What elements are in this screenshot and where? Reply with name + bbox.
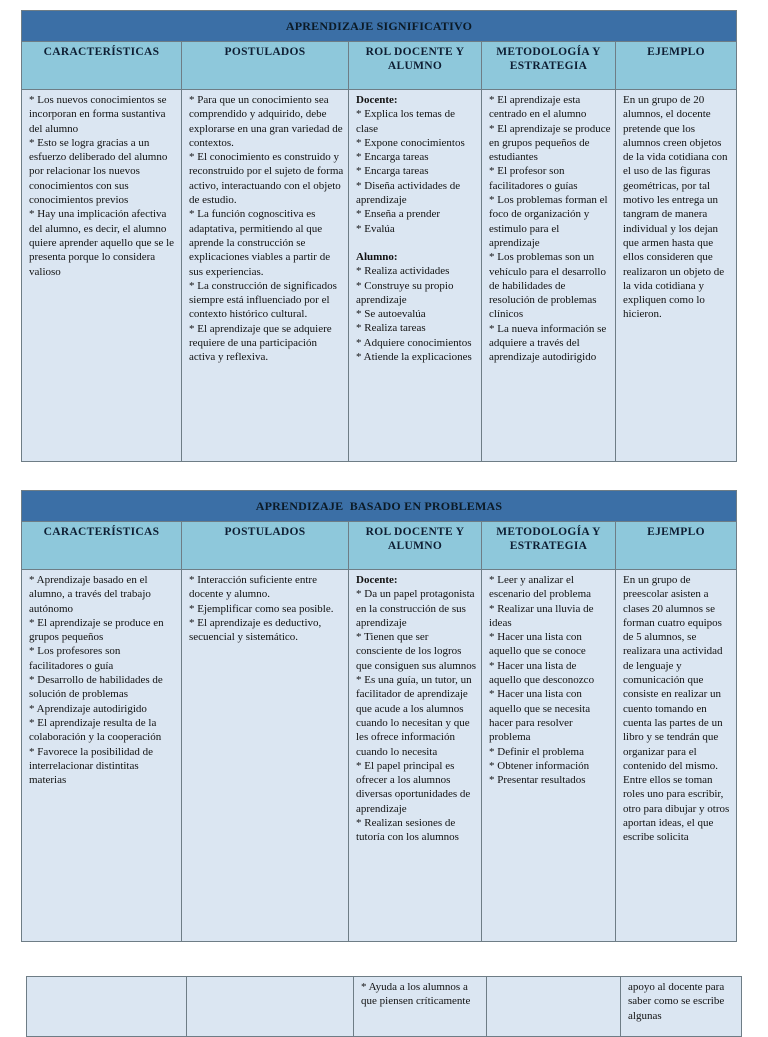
list-item: * Leer y analizar el escenario del problema (489, 574, 592, 601)
list-item: * Enseña a prender (356, 208, 440, 221)
list-item: * Explica los temas de clase (356, 108, 455, 135)
header-caracteristicas: CARACTERÍSTICAS (22, 522, 182, 570)
list-item: * Tienen que ser consciente de los logros que consiguen sus alumnos (356, 631, 477, 672)
list-item: * Se autoevalúa (356, 308, 426, 321)
list-item: * Aprendizaje autodirigido (29, 702, 147, 715)
list-item: * Encarga tareas (356, 151, 429, 164)
header-rol: ROL DOCENTE Y ALUMNO (349, 42, 482, 90)
list-item: * Encarga tareas (356, 165, 429, 178)
list-item: * Presentar resultados (489, 774, 586, 787)
list-item: * Diseña actividades de aprendizaje (356, 179, 461, 207)
list-item: * La función cognoscitiva es adaptativa, permitiendo al que aprende la construcción se explicaciones viables a partir de sus experiencias. (189, 208, 331, 278)
list-item: * Realizar una lluvia de ideas (489, 602, 594, 629)
list-item: * Realiza actividades (356, 265, 450, 278)
list-item: * Para que un conocimiento sea comprendido y adquirido, debe explorarse en una gran variedad de contextos. (189, 94, 343, 149)
header-metodologia: METODOLOGÍA Y ESTRATEGIA (482, 522, 616, 570)
cell-caracteristicas (22, 90, 182, 462)
list-item: * Realizan sesiones de tutoría con los alumnos (356, 817, 459, 844)
list-item: * El aprendizaje que se adquiere requiere de una participación activa y reflexiva. (189, 322, 332, 364)
list-item: * Desarrollo de habilidades de solución de problemas (29, 674, 163, 701)
list-item: * Realiza tareas (356, 322, 426, 335)
list-item: * El conocimiento es construido y reconstruido por el sujeto de forma activo, interactuando con el objeto de estudio. (189, 151, 344, 207)
list-item: * Es una guía, un tutor, un facilitador de aprendizaje que acude a los alumnos cuando lo necesitan y que les ofrece información cuando lo necesita (356, 674, 472, 758)
cell-caracteristicas (22, 570, 182, 942)
header-ejemplo: EJEMPLO (616, 522, 737, 570)
list-item: * Hacer una lista con aquello que se necesita hacer para resolver problema (489, 688, 591, 744)
header-postulados: POSTULADOS (182, 522, 349, 570)
table-aprendizaje-significativo (21, 10, 737, 462)
header-rol: ROL DOCENTE Y ALUMNO (349, 522, 482, 570)
list-item: * Da un papel protagonista en la construcción de sus aprendizaje (356, 588, 475, 629)
list-item: * El papel principal es ofrecer a los alumnos diversas oportunidades de aprendizaje (356, 759, 471, 815)
ejemplo-text: En un grupo de 20 alumnos, el docente pretende que los alumnos creen objetos de la vida cotidiana con el uso de las figuras geométricas, por tal motivo les entrega un tangram de manera individual y los dejan que armen hasta que ellos consideren que realizaron un objeto de la vida cotidiana y expliquen como lo hicieron. (623, 94, 728, 321)
table-title: APRENDIZAJE BASADO EN PROBLEMAS (22, 491, 737, 522)
list-item: * Definir el problema (489, 745, 584, 758)
cell-metodologia (487, 977, 621, 1037)
list-item: * Ayuda a los alumnos a que piensen críticamente (361, 981, 471, 1008)
list-item: * Ejemplificar como sea posible. (189, 602, 334, 615)
cell-ejemplo (616, 570, 737, 942)
docente-label: Docente: (356, 574, 398, 586)
cell-postulados (182, 90, 349, 462)
list-item: * El aprendizaje esta centrado en el alumno (489, 94, 587, 121)
cell-postulados (187, 977, 354, 1037)
list-item: * El aprendizaje es deductivo, secuencial y sistemático. (189, 616, 322, 644)
list-item: * La nueva información se adquiere a través del aprendizaje autodirigido (489, 322, 607, 364)
table-aprendizaje-basado-en-problemas (21, 490, 737, 942)
list-item: * Hacer una lista con aquello que se conoce (489, 631, 586, 658)
cell-rol (349, 90, 482, 462)
cell-metodologia (482, 90, 616, 462)
table-continuation (26, 976, 742, 1037)
list-item: * Aprendizaje basado en el alumno, a través del trabajo autónomo (29, 574, 151, 615)
header-ejemplo: EJEMPLO (616, 42, 737, 90)
list-item: * El aprendizaje resulta de la colaboración y la cooperación (29, 716, 162, 744)
ejemplo-text: En un grupo de preescolar asisten a clases 20 alumnos se forman cuatro equipos de 5 alumnos, se realizara una actividad de lenguaje y comunicación que consiste en realizar un cuento tomando en cuenta las partes de un libro y se tendrán que organizar para el contenido del mismo. (623, 574, 723, 772)
cell-metodologia (482, 570, 616, 942)
table-title: APRENDIZAJE SIGNIFICATIVO (22, 11, 737, 42)
ejemplo-text: apoyo al docente para saber como se escribe algunas (628, 981, 725, 1022)
list-item: * Esto se logra gracias a un esfuerzo deliberado del alumno por relacionar los nuevos conocimientos con sus conocimientos previos (29, 136, 168, 207)
list-item: * Los problemas son un vehículo para el desarrollo de habilidades de resolución de problemas clínicos (489, 251, 606, 321)
list-item: * Los nuevos conocimientos se incorporan en forma sustantiva del alumno (29, 94, 167, 135)
cell-caracteristicas (27, 977, 187, 1037)
alumno-label: Alumno: (356, 250, 398, 263)
header-metodologia: METODOLOGÍA Y ESTRATEGIA (482, 42, 616, 90)
cell-rol (354, 977, 487, 1037)
list-item: * Los profesores son facilitadores o guía (29, 645, 121, 672)
cell-rol (349, 570, 482, 942)
list-item: * Hay una implicación afectiva del alumno, es decir, el alumno quiere aprender aquello que se le presenta porque lo considera valioso (29, 208, 175, 278)
list-item: * Favorece la posibilidad de interrelacionar distintitas materias (29, 745, 154, 787)
list-item: * La construcción de significados siempre está influenciado por el contexto histórico cultural. (189, 279, 337, 321)
ejemplo-text: Entre ellos se toman roles uno para escribir, otro para dibujar y otros aportan ideas, el que escribe solicita (623, 774, 730, 844)
list-item: * El profesor son facilitadores o guías (489, 165, 578, 192)
cell-ejemplo (616, 90, 737, 462)
cell-postulados (182, 570, 349, 942)
list-item: * Evalúa (356, 222, 395, 235)
docente-label: Docente: (356, 94, 398, 106)
list-item: * Hacer una lista de aquello que desconozco (489, 659, 595, 687)
list-item: * El aprendizaje se produce en grupos pequeños de estudiantes (489, 122, 611, 164)
header-caracteristicas: CARACTERÍSTICAS (22, 42, 182, 90)
list-item: * Obtener información (489, 759, 590, 772)
cell-ejemplo (621, 977, 742, 1037)
list-item: * Adquiere conocimientos (356, 336, 472, 349)
list-item: * Atiende la explicaciones (356, 351, 472, 364)
list-item: * Construye su propio aprendizaje (356, 279, 454, 306)
list-item: * Expone conocimientos (356, 136, 465, 149)
list-item: * Interacción suficiente entre docente y alumno. (189, 574, 317, 601)
header-postulados: POSTULADOS (182, 42, 349, 90)
list-item: * Los problemas forman el foco de organización y estimulo para el aprendizaje (489, 194, 608, 249)
list-item: * El aprendizaje se produce en grupos pequeños (29, 616, 164, 644)
